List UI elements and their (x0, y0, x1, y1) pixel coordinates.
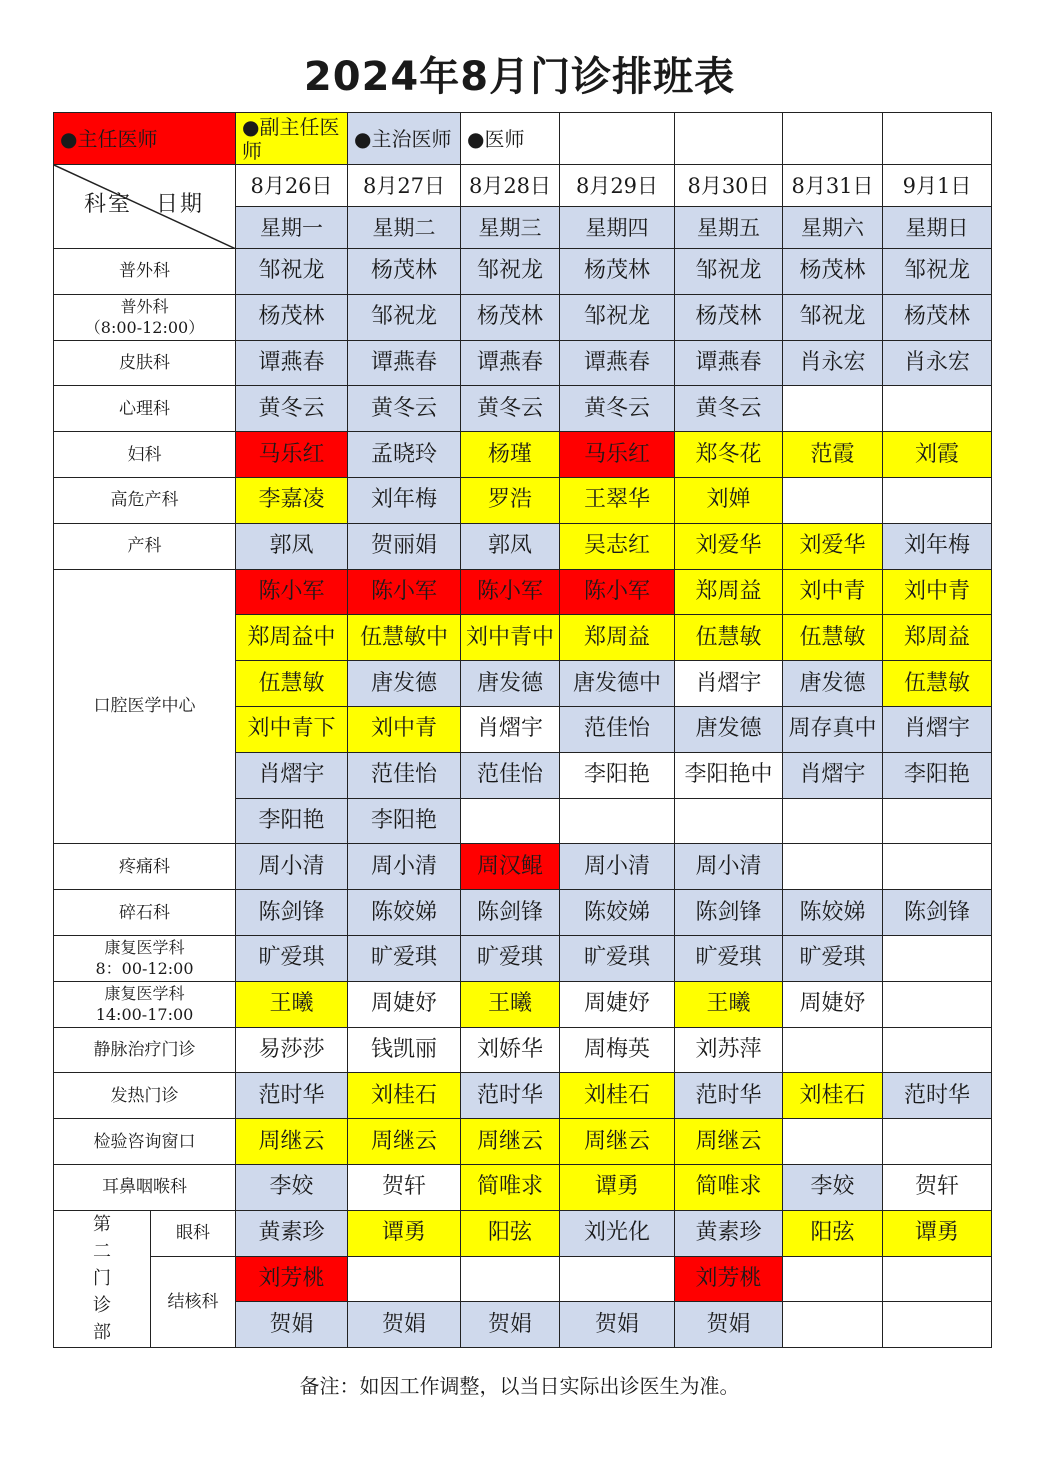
doctor-cell: 刘爱华 (675, 523, 783, 569)
doctor-cell: 刘中青下 (236, 706, 348, 752)
empty-cell (783, 844, 883, 890)
department-label: 静脉治疗门诊 (54, 1027, 236, 1073)
legend-attending: ●主治医师 (348, 113, 461, 165)
doctor-cell: 刘娇华 (461, 1027, 560, 1073)
schedule-row (54, 890, 992, 936)
empty-cell (348, 1256, 461, 1302)
doctor-cell: 邹祝龙 (783, 294, 883, 340)
empty-cell (783, 477, 883, 523)
doctor-cell: 刘年梅 (883, 523, 992, 569)
date-header: 8月30日 (675, 165, 783, 207)
legend-empty (675, 113, 783, 165)
doctor-cell: 贺娟 (348, 1302, 461, 1348)
doctor-cell: 周汉鲲 (461, 844, 560, 890)
doctor-cell: 陈剑锋 (883, 890, 992, 936)
department-label: 疼痛科 (54, 844, 236, 890)
empty-cell (883, 844, 992, 890)
empty-cell (783, 1302, 883, 1348)
doctor-cell: 伍慧敏 (236, 661, 348, 707)
empty-cell (783, 1119, 883, 1165)
doctor-cell: 陈小军 (348, 569, 461, 615)
doctor-cell: 刘霞 (883, 432, 992, 478)
doctor-cell: 旷爱琪 (560, 935, 675, 981)
doctor-cell: 陈姣娣 (560, 890, 675, 936)
doctor-cell: 周小清 (348, 844, 461, 890)
doctor-cell: 周继云 (348, 1119, 461, 1165)
doctor-cell: 周小清 (675, 844, 783, 890)
legend-resident: ●医师 (461, 113, 560, 165)
doctor-cell: 邹祝龙 (560, 294, 675, 340)
doctor-cell: 贺轩 (883, 1164, 992, 1210)
department-label: 普外科 (54, 249, 236, 295)
doctor-cell: 刘中青 (783, 569, 883, 615)
department-label: 高危产科 (54, 477, 236, 523)
doctor-cell: 陈小军 (560, 569, 675, 615)
schedule-row (54, 1027, 992, 1073)
doctor-cell: 肖永宏 (783, 340, 883, 386)
weekday-header: 星期五 (675, 207, 783, 249)
empty-cell (883, 981, 992, 1027)
department-label: 碎石科 (54, 890, 236, 936)
doctor-cell: 李阳艳 (560, 752, 675, 798)
doctor-cell: 范佳怡 (348, 752, 461, 798)
schedule-row (54, 477, 992, 523)
doctor-cell: 周继云 (560, 1119, 675, 1165)
doctor-cell: 李阳艳 (236, 798, 348, 844)
empty-cell (883, 1302, 992, 1348)
doctor-cell: 陈姣娣 (783, 890, 883, 936)
doctor-cell: 范时华 (236, 1073, 348, 1119)
doctor-cell: 唐发德 (675, 706, 783, 752)
branch-label (54, 1210, 151, 1347)
doctor-cell: 伍慧敏 (783, 615, 883, 661)
legend-empty (883, 113, 992, 165)
date-header: 8月29日 (560, 165, 675, 207)
weekday-header: 星期六 (783, 207, 883, 249)
doctor-cell: 王翠华 (560, 477, 675, 523)
empty-cell (675, 798, 783, 844)
department-label-line: 8：00-12:00 (95, 959, 194, 979)
footnote: 备注：如因工作调整，以当日实际出诊医生为准。 (299, 1374, 740, 1398)
doctor-cell: 旷爱琪 (783, 935, 883, 981)
corner-label: 科室 日期 (84, 192, 205, 217)
doctor-cell: 唐发德 (461, 661, 560, 707)
empty-cell (783, 1027, 883, 1073)
department-label: 耳鼻咽喉科 (54, 1164, 236, 1210)
doctor-cell: 贺轩 (348, 1164, 461, 1210)
doctor-cell: 罗浩 (461, 477, 560, 523)
doctor-cell: 陈姣娣 (348, 890, 461, 936)
date-header: 9月1日 (883, 165, 992, 207)
doctor-cell: 邹祝龙 (675, 249, 783, 295)
doctor-cell: 旷爱琪 (461, 935, 560, 981)
weekday-header: 星期三 (461, 207, 560, 249)
doctor-cell: 范佳怡 (560, 706, 675, 752)
doctor-cell: 刘芳桃 (236, 1256, 348, 1302)
doctor-cell: 黄冬云 (348, 386, 461, 432)
doctor-cell: 旷爱琪 (675, 935, 783, 981)
department-label-line: 14:00-17:00 (95, 1005, 194, 1025)
doctor-cell: 杨茂林 (675, 294, 783, 340)
doctor-cell: 贺娟 (461, 1302, 560, 1348)
empty-cell (883, 1256, 992, 1302)
doctor-cell: 刘年梅 (348, 477, 461, 523)
schedule-row (54, 1119, 992, 1165)
doctor-cell: 黄冬云 (560, 386, 675, 432)
doctor-cell: 谭燕春 (560, 340, 675, 386)
department-label-line: 康复医学科 (104, 938, 185, 958)
doctor-cell: 贺娟 (236, 1302, 348, 1348)
doctor-cell: 范霞 (783, 432, 883, 478)
schedule-row (54, 569, 992, 615)
empty-cell (883, 1027, 992, 1073)
doctor-cell: 陈剑锋 (236, 890, 348, 936)
branch-label-char: 二 (93, 1241, 111, 1263)
branch-label-char: 第 (93, 1214, 111, 1236)
doctor-cell: 简唯求 (461, 1164, 560, 1210)
empty-cell (883, 477, 992, 523)
doctor-cell: 谭勇 (560, 1164, 675, 1210)
doctor-cell: 杨瑾 (461, 432, 560, 478)
empty-cell (461, 1256, 560, 1302)
doctor-cell: 简唯求 (675, 1164, 783, 1210)
doctor-cell: 贺丽娟 (348, 523, 461, 569)
date-header: 8月28日 (461, 165, 560, 207)
doctor-cell: 范时华 (883, 1073, 992, 1119)
empty-cell (461, 798, 560, 844)
doctor-cell: 周继云 (236, 1119, 348, 1165)
doctor-cell: 李嘉凌 (236, 477, 348, 523)
doctor-cell: 刘桂石 (348, 1073, 461, 1119)
doctor-cell: 刘爱华 (783, 523, 883, 569)
doctor-cell: 陈小军 (236, 569, 348, 615)
doctor-cell: 谭勇 (348, 1210, 461, 1256)
doctor-cell: 郑周益 (675, 569, 783, 615)
doctor-cell: 谭勇 (883, 1210, 992, 1256)
doctor-cell: 周婕妤 (348, 981, 461, 1027)
schedule-row (54, 249, 992, 295)
empty-cell (883, 935, 992, 981)
schedule-row (54, 935, 992, 981)
department-label-line: （8:00-12:00） (84, 318, 205, 338)
doctor-cell: 钱凯丽 (348, 1027, 461, 1073)
doctor-cell: 谭燕春 (675, 340, 783, 386)
doctor-cell: 黄素珍 (236, 1210, 348, 1256)
doctor-cell: 刘桂石 (783, 1073, 883, 1119)
doctor-cell: 李阳艳 (883, 752, 992, 798)
doctor-cell: 郭凤 (461, 523, 560, 569)
doctor-cell: 伍慧敏 (883, 661, 992, 707)
department-label-line: 康复医学科 (104, 984, 185, 1004)
empty-cell (783, 1256, 883, 1302)
doctor-cell: 肖熠宇 (236, 752, 348, 798)
doctor-cell: 周继云 (461, 1119, 560, 1165)
doctor-cell: 郑冬花 (675, 432, 783, 478)
doctor-cell: 刘芳桃 (675, 1256, 783, 1302)
doctor-cell: 旷爱琪 (236, 935, 348, 981)
department-label (54, 935, 236, 981)
doctor-cell: 李阳艳 (348, 798, 461, 844)
doctor-cell: 阳弦 (461, 1210, 560, 1256)
schedule-row (54, 1256, 992, 1302)
doctor-cell: 刘中青 (883, 569, 992, 615)
doctor-cell: 唐发德中 (560, 661, 675, 707)
schedule-row (54, 981, 992, 1027)
doctor-cell: 刘桂石 (560, 1073, 675, 1119)
department-label: 皮肤科 (54, 340, 236, 386)
legend-empty (560, 113, 675, 165)
doctor-cell: 黄冬云 (236, 386, 348, 432)
doctor-cell: 刘光化 (560, 1210, 675, 1256)
doctor-cell: 黄冬云 (675, 386, 783, 432)
department-label: 检验咨询窗口 (54, 1119, 236, 1165)
doctor-cell: 杨茂林 (560, 249, 675, 295)
department-label: 口腔医学中心 (54, 569, 236, 844)
doctor-cell: 陈剑锋 (461, 890, 560, 936)
doctor-cell: 周继云 (675, 1119, 783, 1165)
doctor-cell: 旷爱琪 (348, 935, 461, 981)
page-title: 2024年8月门诊排班表 (303, 54, 736, 100)
department-label (54, 981, 236, 1027)
empty-cell (883, 1119, 992, 1165)
doctor-cell: 周梅英 (560, 1027, 675, 1073)
doctor-cell: 阳弦 (783, 1210, 883, 1256)
empty-cell (783, 386, 883, 432)
doctor-cell: 邹祝龙 (236, 249, 348, 295)
department-label: 心理科 (54, 386, 236, 432)
doctor-cell: 周存真中 (783, 706, 883, 752)
doctor-cell: 孟晓玲 (348, 432, 461, 478)
doctor-cell: 肖永宏 (883, 340, 992, 386)
doctor-cell: 刘婵 (675, 477, 783, 523)
doctor-cell: 刘中青中 (461, 615, 560, 661)
department-label: 产科 (54, 523, 236, 569)
corner-header (54, 165, 236, 249)
legend-row (54, 113, 992, 165)
schedule-row (54, 844, 992, 890)
doctor-cell: 刘苏萍 (675, 1027, 783, 1073)
schedule-row (54, 432, 992, 478)
doctor-cell: 唐发德 (783, 661, 883, 707)
department-label: 眼科 (151, 1210, 236, 1256)
doctor-cell: 范时华 (675, 1073, 783, 1119)
department-label: 妇科 (54, 432, 236, 478)
date-row (54, 165, 992, 207)
empty-cell (783, 798, 883, 844)
doctor-cell: 杨茂林 (883, 294, 992, 340)
doctor-cell: 贺娟 (675, 1302, 783, 1348)
date-header: 8月27日 (348, 165, 461, 207)
weekday-header: 星期二 (348, 207, 461, 249)
doctor-cell: 刘中青 (348, 706, 461, 752)
doctor-cell: 肖熠宇 (883, 706, 992, 752)
doctor-cell: 邹祝龙 (461, 249, 560, 295)
legend-associate: ●副主任医师 (236, 113, 348, 165)
schedule-row (54, 386, 992, 432)
doctor-cell: 周小清 (236, 844, 348, 890)
doctor-cell: 范佳怡 (461, 752, 560, 798)
doctor-cell: 邹祝龙 (883, 249, 992, 295)
doctor-cell: 李姣 (236, 1164, 348, 1210)
doctor-cell: 马乐红 (236, 432, 348, 478)
doctor-cell: 谭燕春 (348, 340, 461, 386)
empty-cell (560, 1256, 675, 1302)
doctor-cell: 肖熠宇 (675, 661, 783, 707)
doctor-cell: 郑周益 (883, 615, 992, 661)
schedule-table (53, 112, 992, 1348)
doctor-cell: 李姣 (783, 1164, 883, 1210)
doctor-cell: 郭凤 (236, 523, 348, 569)
doctor-cell: 吴志红 (560, 523, 675, 569)
doctor-cell: 王曦 (236, 981, 348, 1027)
doctor-cell: 谭燕春 (461, 340, 560, 386)
branch-label-char: 门 (93, 1268, 111, 1290)
schedule-row (54, 1164, 992, 1210)
empty-cell (560, 798, 675, 844)
schedule-row (54, 340, 992, 386)
doctor-cell: 肖熠宇 (783, 752, 883, 798)
doctor-cell: 肖熠宇 (461, 706, 560, 752)
doctor-cell: 黄冬云 (461, 386, 560, 432)
doctor-cell: 马乐红 (560, 432, 675, 478)
weekday-header: 星期一 (236, 207, 348, 249)
doctor-cell: 周婕妤 (783, 981, 883, 1027)
doctor-cell: 郑周益 (560, 615, 675, 661)
doctor-cell: 陈剑锋 (675, 890, 783, 936)
doctor-cell: 郑周益中 (236, 615, 348, 661)
legend-empty (783, 113, 883, 165)
doctor-cell: 杨茂林 (236, 294, 348, 340)
doctor-cell: 谭燕春 (236, 340, 348, 386)
doctor-cell: 伍慧敏中 (348, 615, 461, 661)
doctor-cell: 杨茂林 (348, 249, 461, 295)
empty-cell (883, 386, 992, 432)
branch-label-char: 诊 (93, 1295, 111, 1317)
doctor-cell: 李阳艳中 (675, 752, 783, 798)
doctor-cell: 杨茂林 (461, 294, 560, 340)
doctor-cell: 陈小军 (461, 569, 560, 615)
doctor-cell: 唐发德 (348, 661, 461, 707)
doctor-cell: 黄素珍 (675, 1210, 783, 1256)
doctor-cell: 杨茂林 (783, 249, 883, 295)
doctor-cell: 王曦 (675, 981, 783, 1027)
weekday-header: 星期日 (883, 207, 992, 249)
doctor-cell: 周小清 (560, 844, 675, 890)
legend-chief: ●主任医师 (54, 113, 236, 165)
department-label (54, 294, 236, 340)
doctor-cell: 邹祝龙 (348, 294, 461, 340)
doctor-cell: 周婕妤 (560, 981, 675, 1027)
department-label: 结核科 (151, 1256, 236, 1348)
branch-label-char: 部 (93, 1322, 111, 1344)
doctor-cell: 范时华 (461, 1073, 560, 1119)
doctor-cell: 易莎莎 (236, 1027, 348, 1073)
doctor-cell: 王曦 (461, 981, 560, 1027)
schedule-row (54, 1210, 992, 1256)
department-label: 发热门诊 (54, 1073, 236, 1119)
date-header: 8月31日 (783, 165, 883, 207)
schedule-row (54, 1073, 992, 1119)
doctor-cell: 贺娟 (560, 1302, 675, 1348)
empty-cell (883, 798, 992, 844)
department-label-line: 普外科 (120, 297, 169, 317)
schedule-row (54, 294, 992, 340)
schedule-row (54, 523, 992, 569)
doctor-cell: 伍慧敏 (675, 615, 783, 661)
weekday-header: 星期四 (560, 207, 675, 249)
date-header: 8月26日 (236, 165, 348, 207)
